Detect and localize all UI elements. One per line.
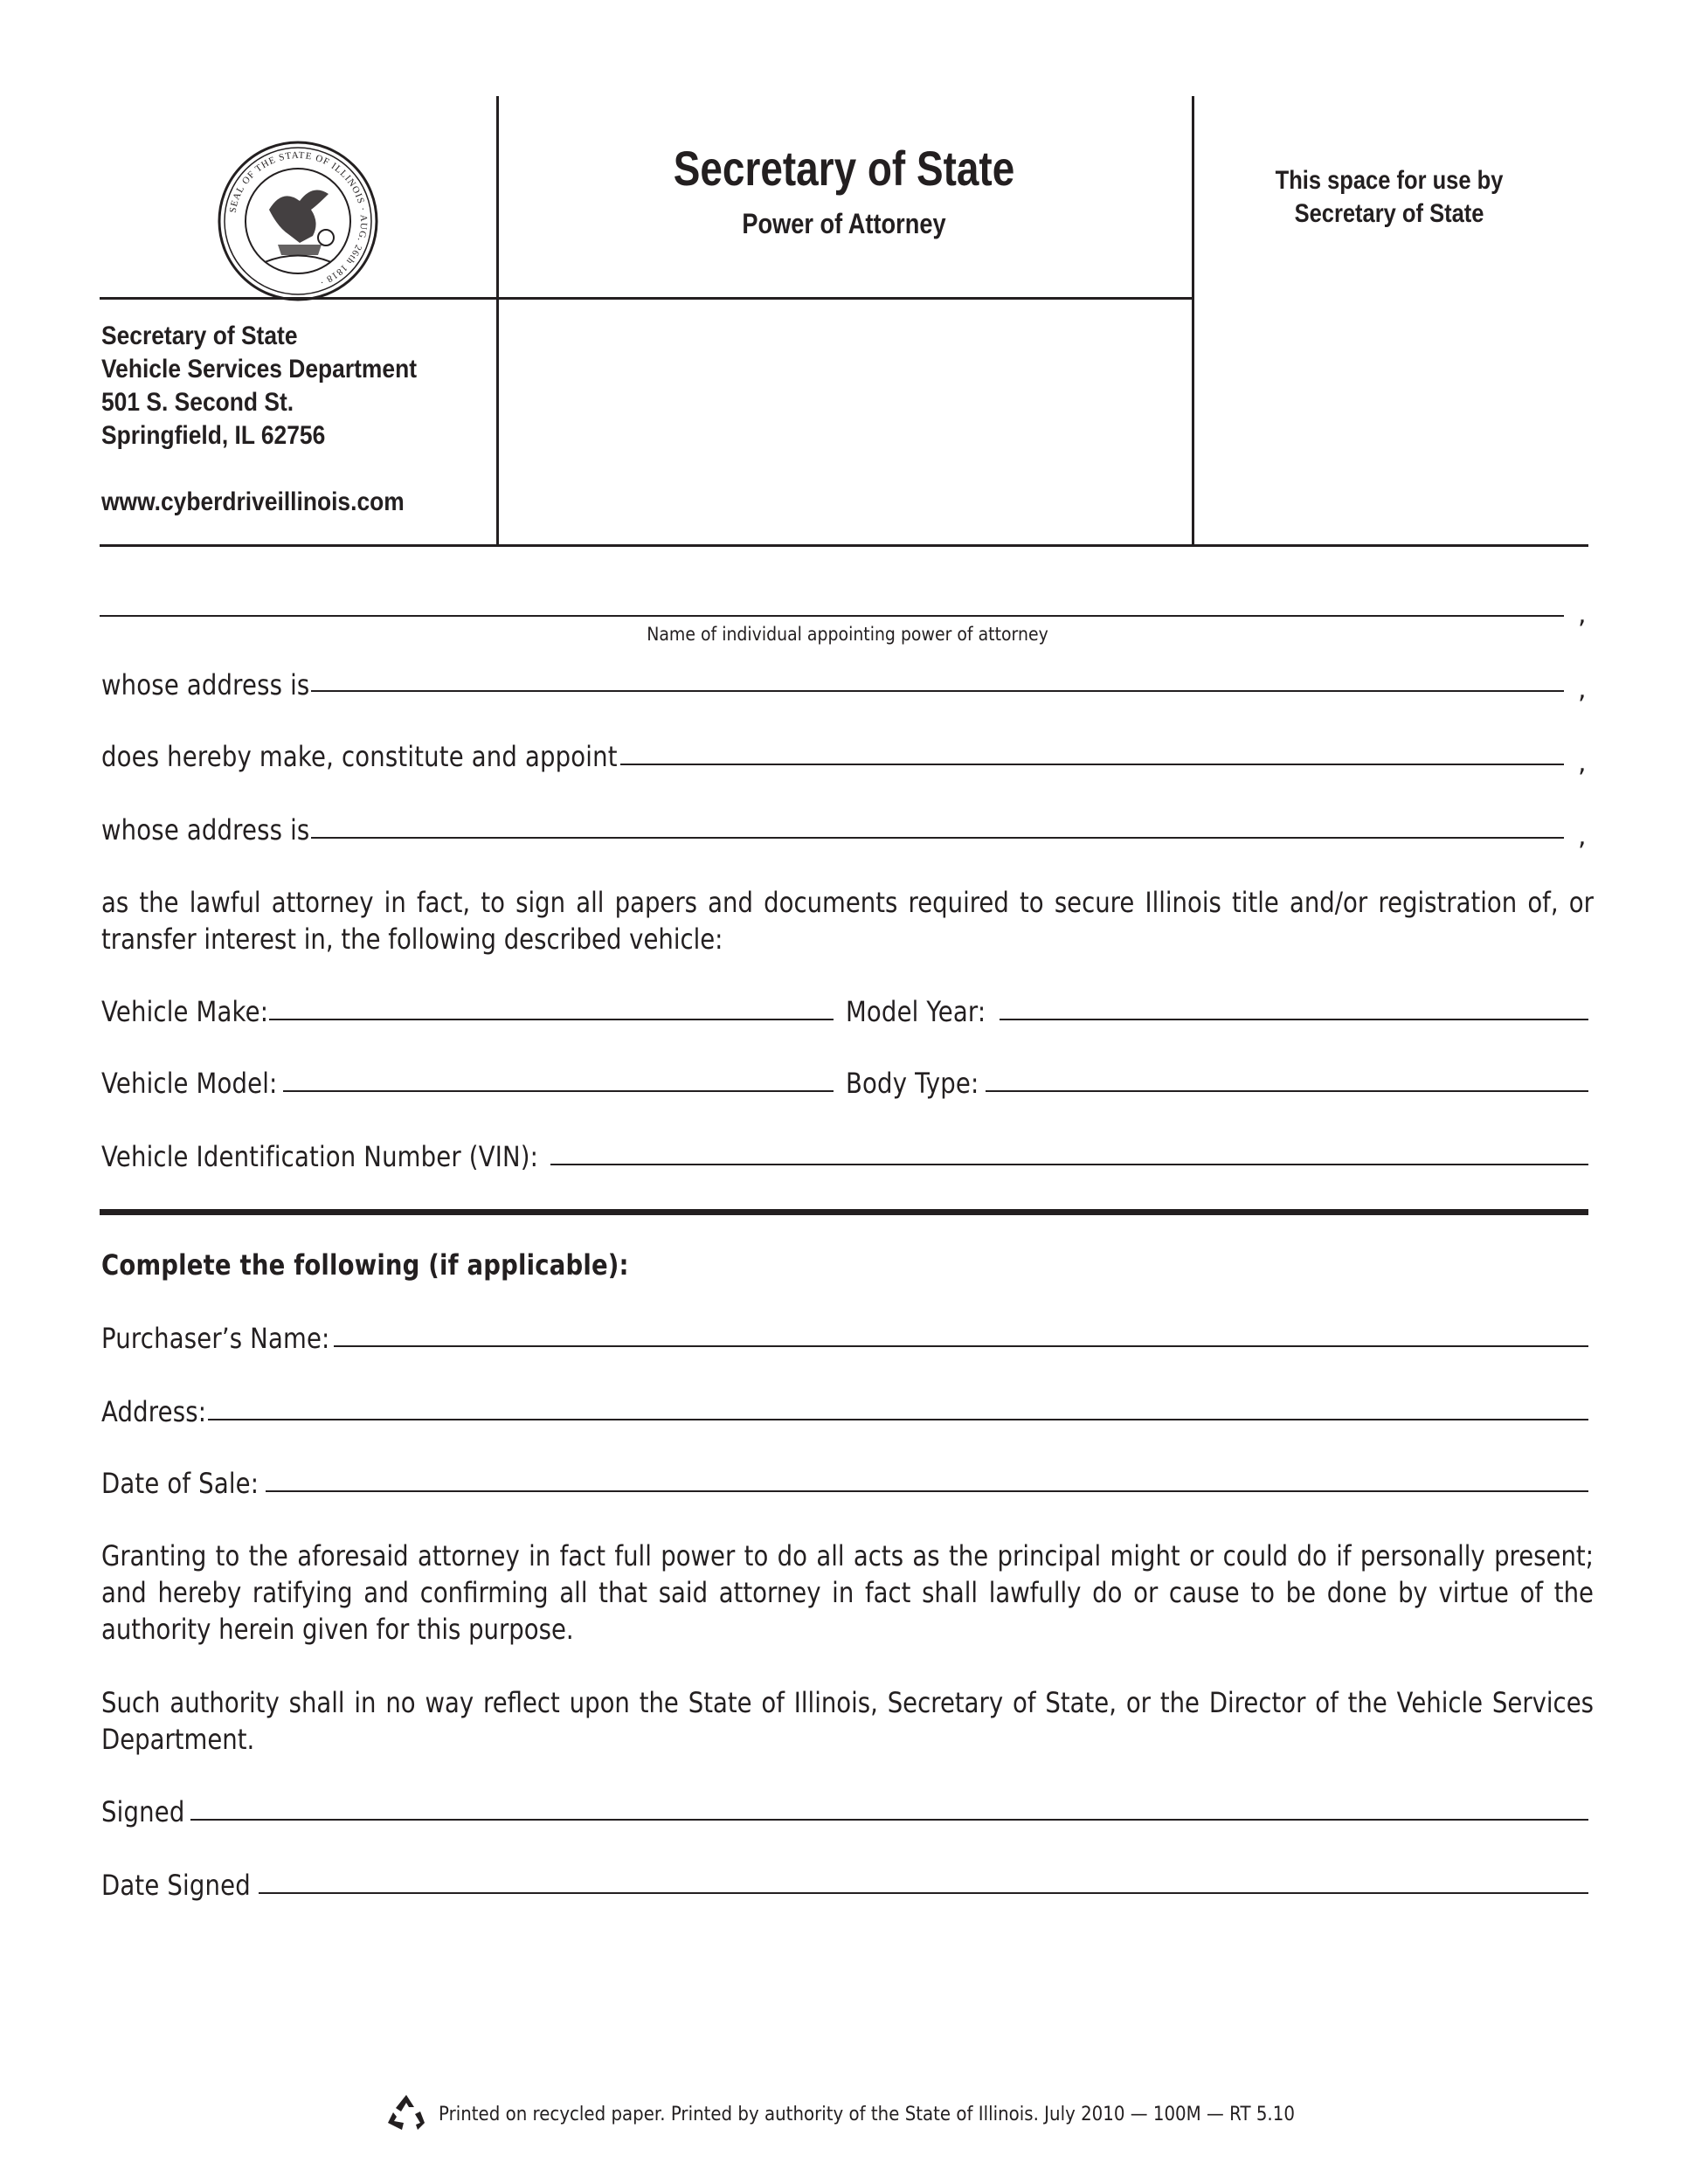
agency-address: [101, 320, 417, 519]
date-signed-label: Date Signed: [101, 1869, 251, 1902]
date-of-sale-field[interactable]: [266, 1490, 1588, 1492]
signed-label: Signed: [101, 1795, 185, 1828]
recycle-icon: [384, 2093, 428, 2132]
granting-text: [101, 1538, 1594, 1648]
purchaser-name-field[interactable]: [334, 1345, 1588, 1347]
vehicle-model-label: Vehicle Model:: [101, 1067, 278, 1100]
sale-heading: Complete the following (if applicable):: [101, 1248, 629, 1282]
body-type-label: Body Type:: [846, 1067, 979, 1100]
address-line-4: Springfield, IL 62756: [101, 421, 326, 450]
model-year-field[interactable]: [1000, 1019, 1588, 1020]
whose-address-label-2: whose address is: [101, 813, 310, 847]
date-of-sale-label: Date of Sale:: [101, 1467, 259, 1500]
body-type-field[interactable]: [986, 1090, 1588, 1092]
address-line-3: 501 S. Second St.: [101, 388, 294, 417]
purchaser-name-label: Purchaser’s Name:: [101, 1322, 330, 1355]
comma: ,: [1578, 674, 1587, 705]
granting-paragraph: Granting to the aforesaid attorney in fact full power to do all acts as the principal might or could do if personally present; and hereby ratifying and confirming all that said attorney in fact shall lawfully do or cause to be done by virtue of the authority herein given for this purpose.: [101, 1539, 1594, 1646]
address-line-2: Vehicle Services Department: [101, 355, 417, 384]
state-seal: [217, 140, 379, 302]
page-title: Secretary of State: [673, 141, 1015, 196]
comma: ,: [1578, 599, 1587, 630]
lawful-attorney-paragraph: as the lawful attorney in fact, to sign all papers and documents required to secure Illinois title and/or registration of, or transfer interest in, the following described vehicle:: [101, 886, 1594, 956]
attorney-name-field[interactable]: [620, 764, 1564, 765]
comma: ,: [1578, 748, 1587, 778]
vin-label: Vehicle Identification Number (VIN):: [101, 1140, 539, 1173]
vin-field[interactable]: [550, 1164, 1588, 1165]
attorney-address-field[interactable]: [311, 837, 1564, 839]
seal-icon: [217, 140, 379, 302]
header-rule-bottom: [100, 544, 1588, 547]
address-line-1: Secretary of State: [101, 321, 298, 350]
authority-text: [101, 1684, 1594, 1758]
comma: ,: [1578, 821, 1587, 852]
office-use-line-2: Secretary of State: [1294, 199, 1484, 228]
authority-paragraph: Such authority shall in no way reflect upon the State of Illinois, Secretary of State, or the Director of the Vehicle Services Department.: [101, 1686, 1594, 1756]
agency-website: www.cyberdriveillinois.com: [101, 487, 405, 516]
principal-name-field[interactable]: [100, 615, 1564, 617]
vehicle-make-label: Vehicle Make:: [101, 995, 269, 1028]
svg-text:SEAL OF THE STATE OF ILLINOIS: SEAL OF THE STATE OF ILLINOIS · AUG. 26th 1818 ·: [227, 149, 370, 288]
lawful-attorney-text: [101, 884, 1594, 957]
principal-address-field[interactable]: [311, 690, 1564, 692]
signature-field[interactable]: [190, 1819, 1588, 1821]
vehicle-make-field[interactable]: [269, 1019, 834, 1020]
vehicle-model-field[interactable]: [283, 1090, 834, 1092]
footer-text: Printed on recycled paper. Printed by authority of the State of Illinois. July 2010 — 100M — RT 5.10: [439, 2104, 1295, 2125]
purchaser-address-label: Address:: [101, 1395, 207, 1428]
header-divider-right: [1192, 96, 1194, 546]
header-divider-left: [496, 96, 499, 546]
office-use-line-1: This space for use by: [1275, 166, 1504, 195]
section-divider: [100, 1209, 1588, 1215]
date-signed-field[interactable]: [259, 1892, 1588, 1894]
whose-address-label-1: whose address is: [101, 668, 310, 702]
office-use-label: [1263, 164, 1516, 231]
purchaser-address-field[interactable]: [208, 1419, 1588, 1420]
appoint-label: does hereby make, constitute and appoint: [101, 740, 618, 773]
principal-name-caption: Name of individual appointing power of attorney: [647, 624, 1048, 645]
model-year-label: Model Year:: [846, 995, 986, 1028]
page-subtitle: Power of Attorney: [742, 208, 946, 239]
